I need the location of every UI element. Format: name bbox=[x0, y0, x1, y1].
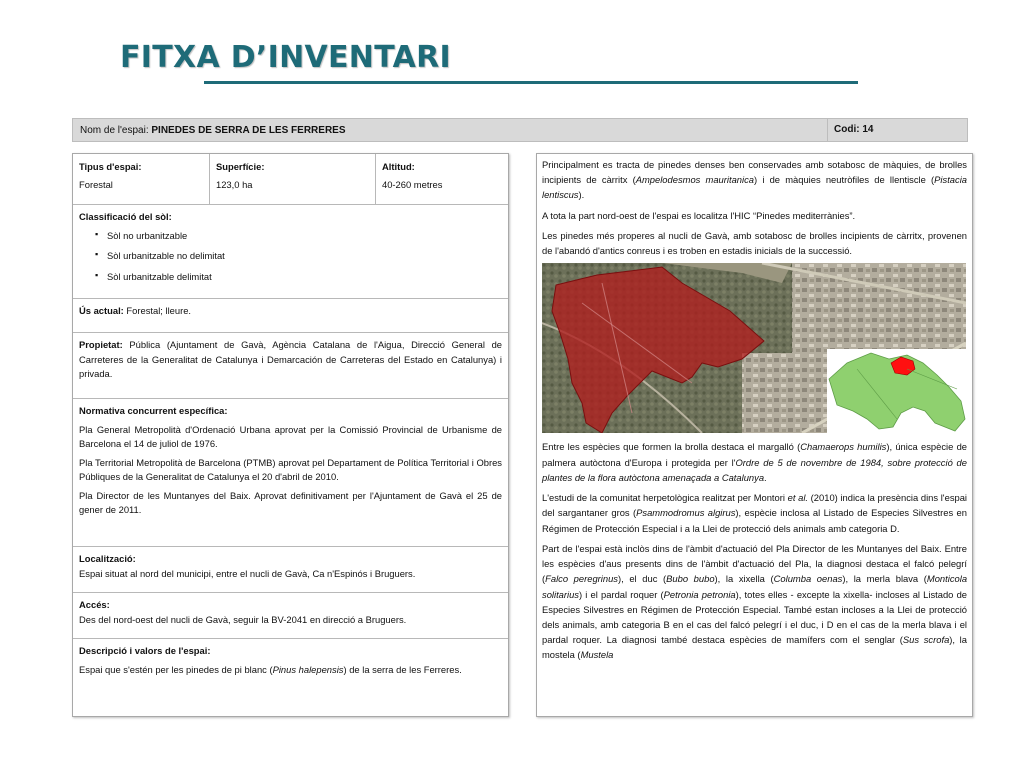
aerial-map-image bbox=[542, 263, 966, 433]
soil-classification-section: Classificació del sòl: ▪ Sòl no urbanitzable ▪ Sòl urbanitzable no delimitat ▪ Sòl urbanitzable delimitat bbox=[73, 205, 508, 299]
basic-info-row bbox=[73, 154, 508, 205]
record-details-panel bbox=[72, 153, 509, 717]
ownership-section: Propietat: Pública (Ajuntament de Gavà, Agència Catalana de l'Aigua, Direcció General de Carreteres de la Generalitat de Catalunya i Demarcación de Carreteras del Estado en Catalunya) i privada. bbox=[73, 333, 508, 399]
regulations-section: Normativa concurrent específica: Pla General Metropolità d'Ordenació Urbana aprovat per la Comissió Provincial de Urbanisme de Barcelona el 14 de juliol de 1976. Pla Territorial Metropolità de Barcelona (PTMB) aprovat pel Departament de Política Territorial i Obres Públiques de la Generalitat de Catalunya el 20 d'abril de 2010. Pla Director de les Muntanyes del Baix. Aprovat definitivament per l'Ajuntament de Gavà el 25 de gener de 2011. bbox=[73, 399, 508, 547]
regulation-item: Pla Director de les Muntanyes del Baix. Aprovat definitivament per l'Ajuntament de Gavà el 25 de gener de 2011. bbox=[79, 489, 502, 516]
soil-classification-list bbox=[79, 229, 502, 285]
surface-cell: Superfície: 123,0 ha bbox=[210, 154, 376, 204]
regulation-item: Pla General Metropolità d'Ordenació Urbana aprovat per la Comissió Provincial de Urbanisme de Barcelona el 14 de juliol de 1976. bbox=[79, 423, 502, 450]
paragraph: Entre les espècies que formen la brolla destaca el margalló (Chamaerops humilis), única espècie de palmera autòctona d'Europa i protegida per l'Ordre de 5 de novembre de 1984, sobre protecció de plantes de la flora autòctona amenaçada a Catalunya. bbox=[542, 441, 967, 483]
paragraph: L'estudi de la comunitat herpetològica realitzat per Montori et al. (2010) indica la presència dins l'espai del sargantaner gros (Psammodromus algirus), espècie inclosa al Listado de Especies Silvestres en Régimen de Protección Especial i a la Llei de protecció dels animals amb categoria D. bbox=[542, 492, 968, 534]
space-name: Nom de l'espai: PINEDES DE SERRA DE LES FERRERES bbox=[80, 125, 346, 136]
list-item: ▪ Sòl no urbanitzable bbox=[107, 229, 502, 244]
location-inset-map bbox=[827, 349, 966, 433]
access-section: Accés: Des del nord-oest del nucli de Gavà, seguir la BV-2041 en direcció a Bruguers. bbox=[73, 593, 508, 639]
altitude-cell: Altitud: 40-260 metres bbox=[382, 161, 443, 190]
title-underline bbox=[204, 81, 858, 84]
page-title: FITXA D’INVENTARI bbox=[120, 40, 452, 75]
paragraph: Part de l'espai està inclòs dins de l'àmbit d'actuació del Pla Director de les Muntanyes del Baix. Entre les espècies d'aus presents dins de l'àmbit d'actuació del Pla, la diagnosi destaca el falcó pelegrí (Falco peregrinus), el duc (Bubo bubo), la xixella (Columba oenas), la merla blava (Monticola solitarius) i el pardal roquer (Petronia petronia), totes elles - excepte la xixella- incloses al Listado de Especies Silvestres en Régimen de Protección Especial. També estan incloses a la Llei de protecció dels animals, amb categoria B en el cas del falcó pelegrí i el duc, i D en el cas de la merla blava i el pardal roquer. La diagnosi també destaca espècies de mamífers com el senglar (Sus scrofa), la mostela (Mustela bbox=[542, 542, 968, 661]
current-use-section: Ús actual: Forestal; lleure. bbox=[73, 299, 508, 333]
record-header bbox=[72, 118, 968, 142]
list-item: ▪ Sòl urbanitzable no delimitat bbox=[107, 249, 502, 264]
description-section: Descripció i valors de l'espai: Espai que s'estén per les pinedes de pi blanc (Pinus halepensis) de la serra de les Ferreres. bbox=[79, 645, 462, 675]
paragraph: Principalment es tracta de pinedes denses ben conservades amb sotabosc de màquies, de brolles incipients de càrritx (Ampelodesmos mauritanica) i de màquies neutròfiles de llentiscle (Pistacia lentiscus). bbox=[542, 159, 967, 201]
paragraph: Les pinedes més properes al nucli de Gavà, amb sotabosc de brolles incipients de càrritx, provenen de l'abandó d'antics conreus i es troben en estadis inicials de la successió. bbox=[542, 229, 967, 257]
paragraph: A tota la part nord-oest de l'espai es localitza l'HIC “Pinedes mediterrànies”. bbox=[542, 209, 856, 221]
list-item: ▪ Sòl urbanitzable delimitat bbox=[107, 270, 502, 285]
location-section: Localització: Espai situat al nord del municipi, entre el nucli de Gavà, Ca n'Espinós i Bruguers. bbox=[73, 547, 508, 593]
space-type-cell: Tipus d'espai: Forestal bbox=[73, 154, 210, 204]
description-panel bbox=[536, 153, 973, 717]
space-code: Codi: 14 bbox=[827, 119, 967, 141]
regulation-item: Pla Territorial Metropolità de Barcelona (PTMB) aprovat pel Departament de Política Territorial i Obres Públiques de la Generalitat de Catalunya el 20 d'abril de 2010. bbox=[79, 456, 502, 483]
